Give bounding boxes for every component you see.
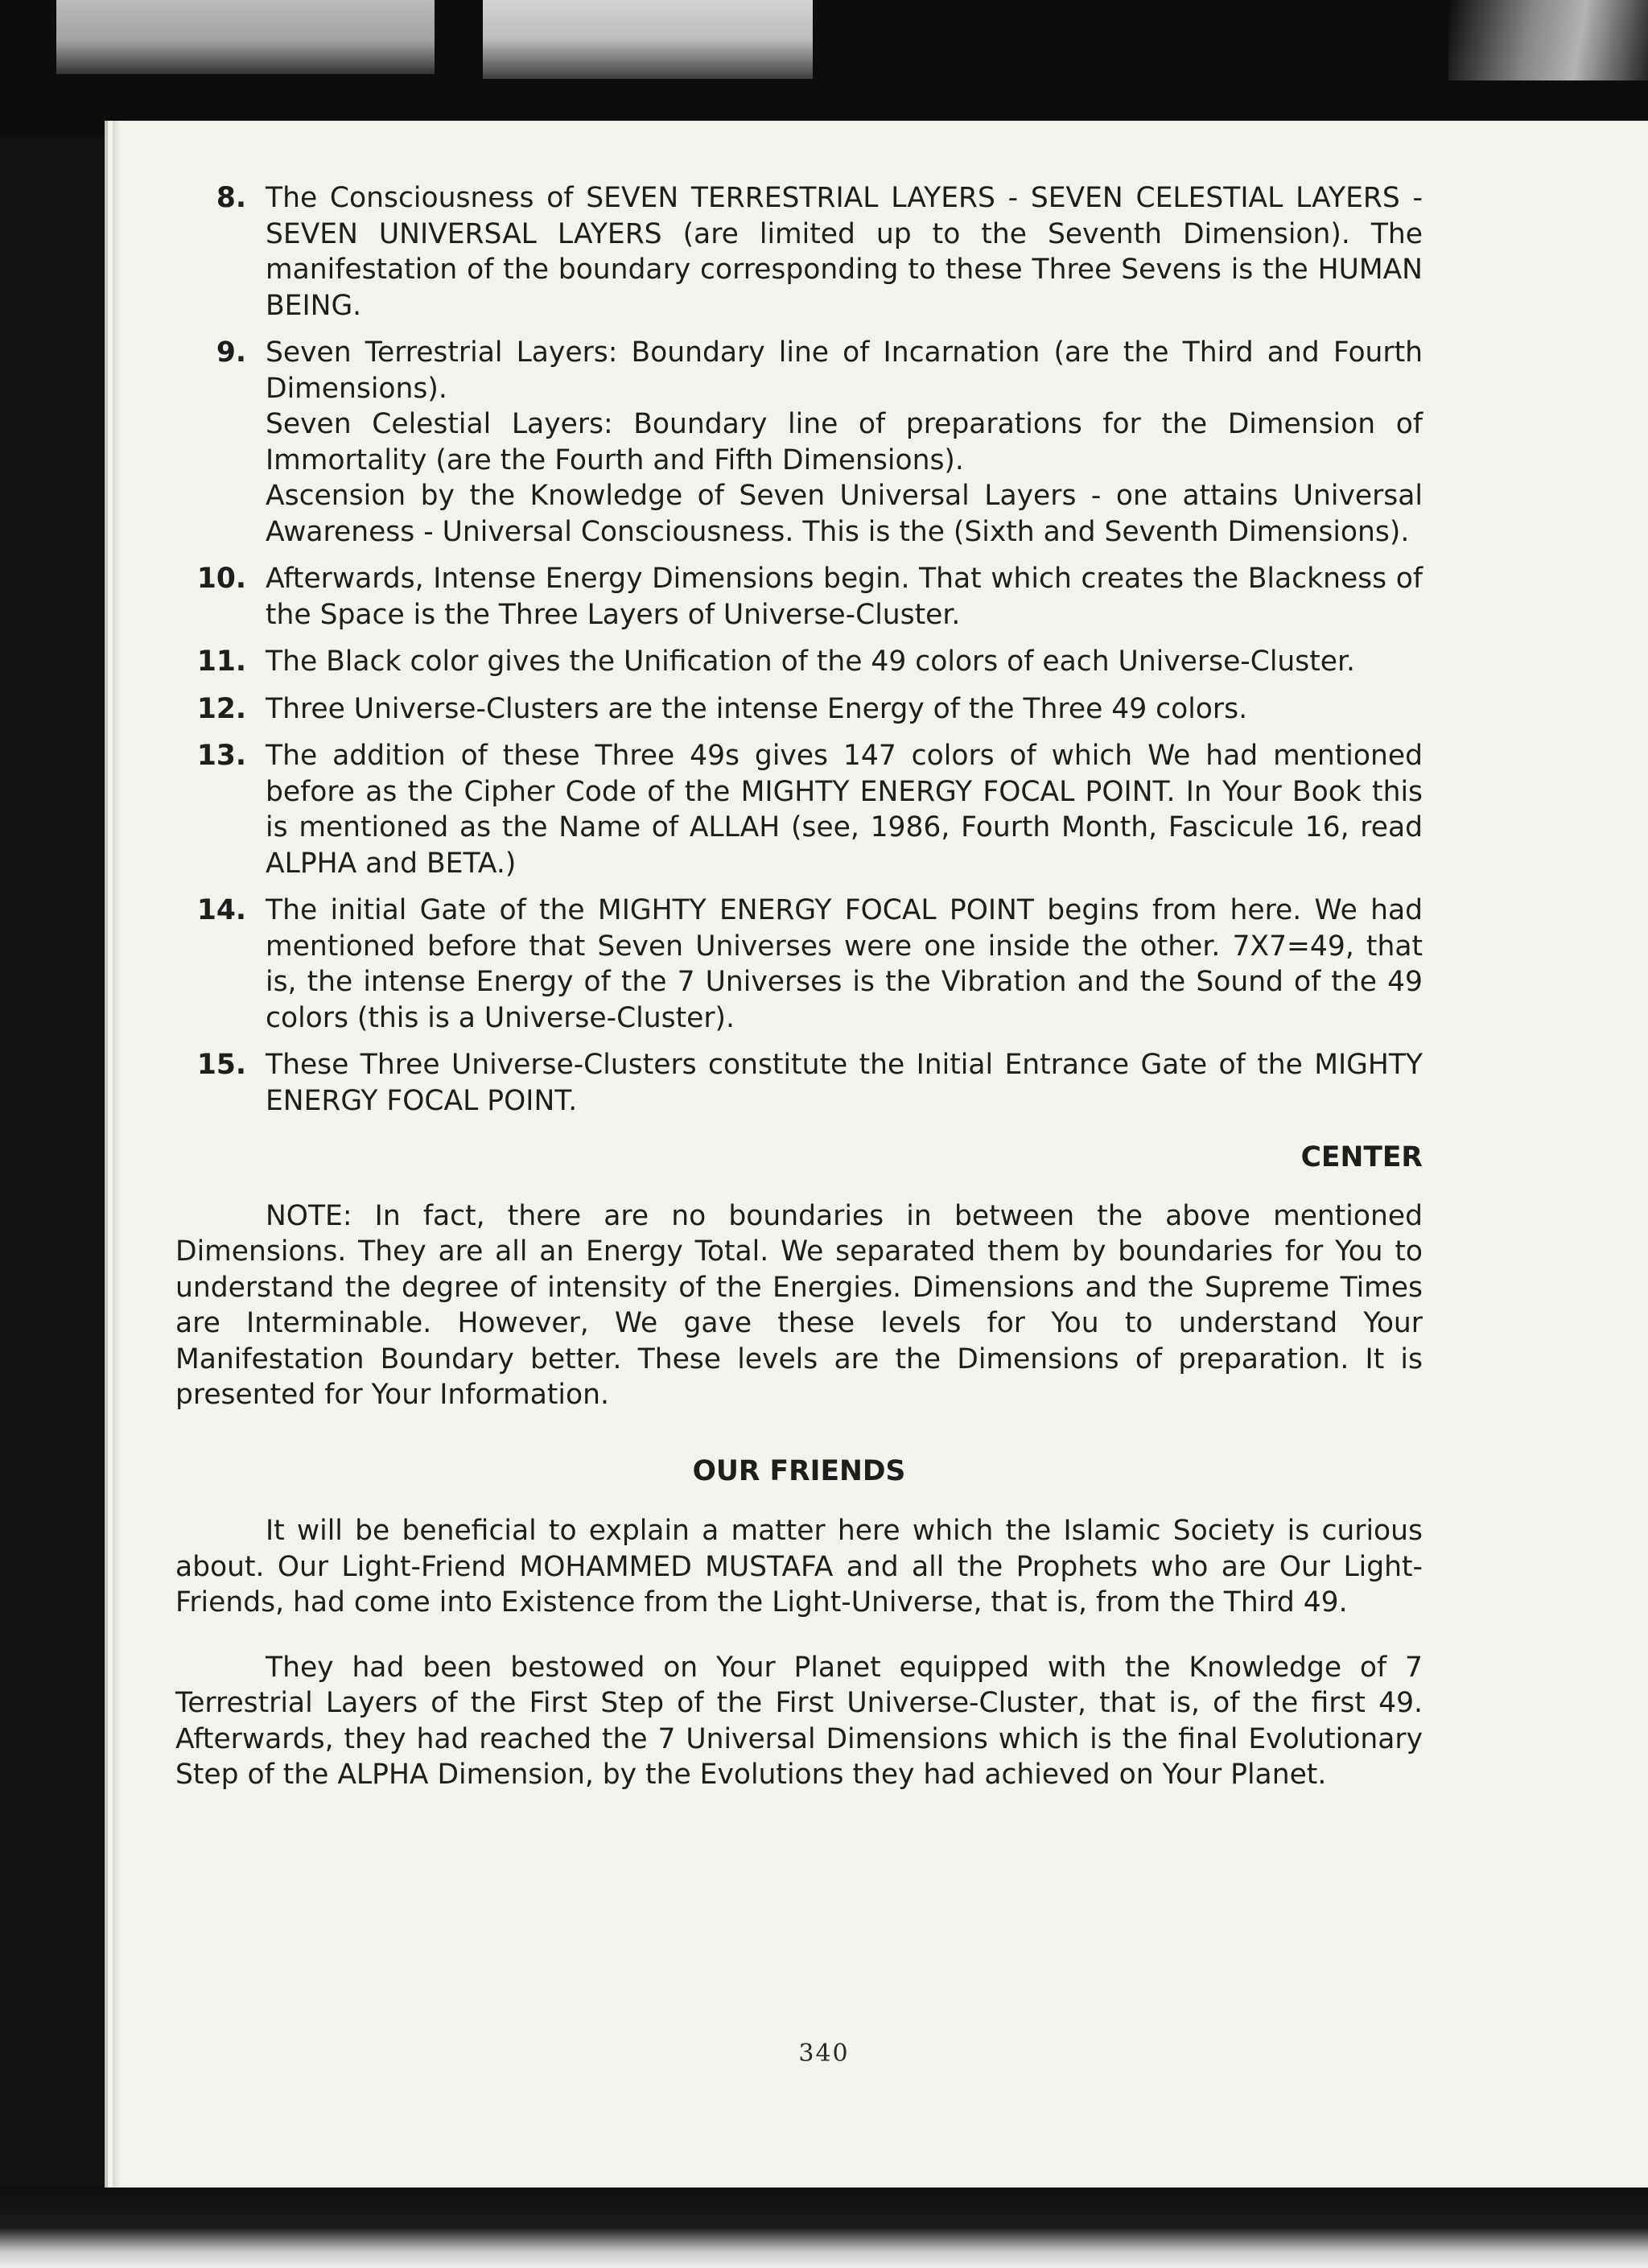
item-line: Seven Terrestrial Layers: Boundary line of Incarnation (are the Third and Fourth Dimensions). [266,336,1423,405]
list-item-10 [175,561,1423,633]
item-text [266,335,1423,550]
item-number: 14. [196,894,246,926]
item-line: Three Universe-Clusters are the intense Energy of the Three 49 colors. [266,692,1248,725]
scan-glare [483,0,813,79]
item-line: The initial Gate of the MIGHTY ENERGY FOCAL POINT begins from here. We had mentioned before that Seven Universes were one inside the other. 7X7=49, that is, the intense Energy of the 7 Universes is the Vibration and the Sound of the 49 colors (this is a Universe-Cluster). [266,894,1423,1034]
section-heading: OUR FRIENDS [692,1454,906,1487]
list-item-14 [175,893,1423,1036]
item-text [266,644,1423,680]
item-line: Afterwards, Intense Energy Dimensions begin. That which creates the Blackness of the Space is the Three Layers of Universe-Cluster. [266,563,1423,631]
item-text [266,738,1423,881]
item-text [266,561,1423,633]
item-number: 9. [216,336,246,369]
list-item-12 [175,691,1423,728]
item-number: 15. [196,1049,246,1081]
item-text [266,691,1423,728]
list-item-13 [175,738,1423,881]
signature-heading: CENTER [1300,1141,1423,1173]
list-item-11 [175,644,1423,680]
item-number: 12. [196,692,246,725]
body-paragraph: It will be beneficial to explain a matter here which the Islamic Society is curious about. Our Light-Friend MOHAMMED MUSTAFA and all the Prophets who are Our Light-Friends, had come into Existence from the Light-Universe, that is, from the Third 49. [175,1515,1423,1619]
item-text [266,180,1423,324]
page-number: 340 [798,2039,850,2068]
body-paragraph: They had been bestowed on Your Planet equipped with the Knowledge of 7 Terrestrial Layers of the First Step of the First Universe-Cluster, that is, of the first 49. Afterwards, they had reached the 7 Universal Dimensions which is the final Evolutionary Step of the ALPHA Dimension, by the Evolutions they had achieved on Your Planet. [175,1651,1423,1791]
scan-bottom-border [0,2188,1648,2268]
item-number: 13. [196,740,246,772]
paragraph-spacer [175,1621,1423,1650]
item-line: Seven Celestial Layers: Boundary line of preparations for the Dimension of Immortality (are the Fourth and Fifth Dimensions). [266,408,1423,476]
list-item-9 [175,335,1423,550]
scan-glare [1448,0,1648,80]
scan-top-border [0,0,1648,137]
page-content [175,180,1423,1793]
item-number: 8. [216,182,246,214]
item-text [266,893,1423,1036]
item-number: 11. [196,645,246,678]
item-text [266,1047,1423,1119]
item-line: The Consciousness of SEVEN TERRESTRIAL LAYERS - SEVEN CELESTIAL LAYERS - SEVEN UNIVERSAL LAYERS (are limited up to the Seventh Dimension). The manifestation of the boundary corresponding to these Three Sevens is the HUMAN BEING. [266,182,1423,322]
item-line: These Three Universe-Clusters constitute the Initial Entrance Gate of the MIGHTY ENERGY FOCAL POINT. [266,1049,1423,1117]
item-line: The Black color gives the Unification of the 49 colors of each Universe-Cluster. [266,645,1355,678]
note-paragraph: NOTE: In fact, there are no boundaries in between the above mentioned Dimensions. They are all an Energy Total. We separated them by boundaries for You to understand the degree of intensity of the Energies. Dimensions and the Supreme Times are Interminable. However, We gave these levels for You to understand Your Manifestation Boundary better. These levels are the Dimensions of preparation. It is presented for Your Information. [175,1199,1423,1411]
item-line: Ascension by the Knowledge of Seven Universal Layers - one attains Universal Awareness - Universal Consciousness. This is the (Sixth and Seventh Dimensions). [266,480,1423,548]
scan-glare [56,0,435,74]
item-line: The addition of these Three 49s gives 147 colors of which We had mentioned before as the Cipher Code of the MIGHTY ENERGY FOCAL POINT. In Your Book this is mentioned as the Name of ALLAH (see, 1986, Fourth Month, Fascicule 16, read ALPHA and BETA.) [266,740,1423,880]
list-item-15 [175,1047,1423,1119]
item-number: 10. [196,563,246,595]
list-item-8 [175,180,1423,324]
